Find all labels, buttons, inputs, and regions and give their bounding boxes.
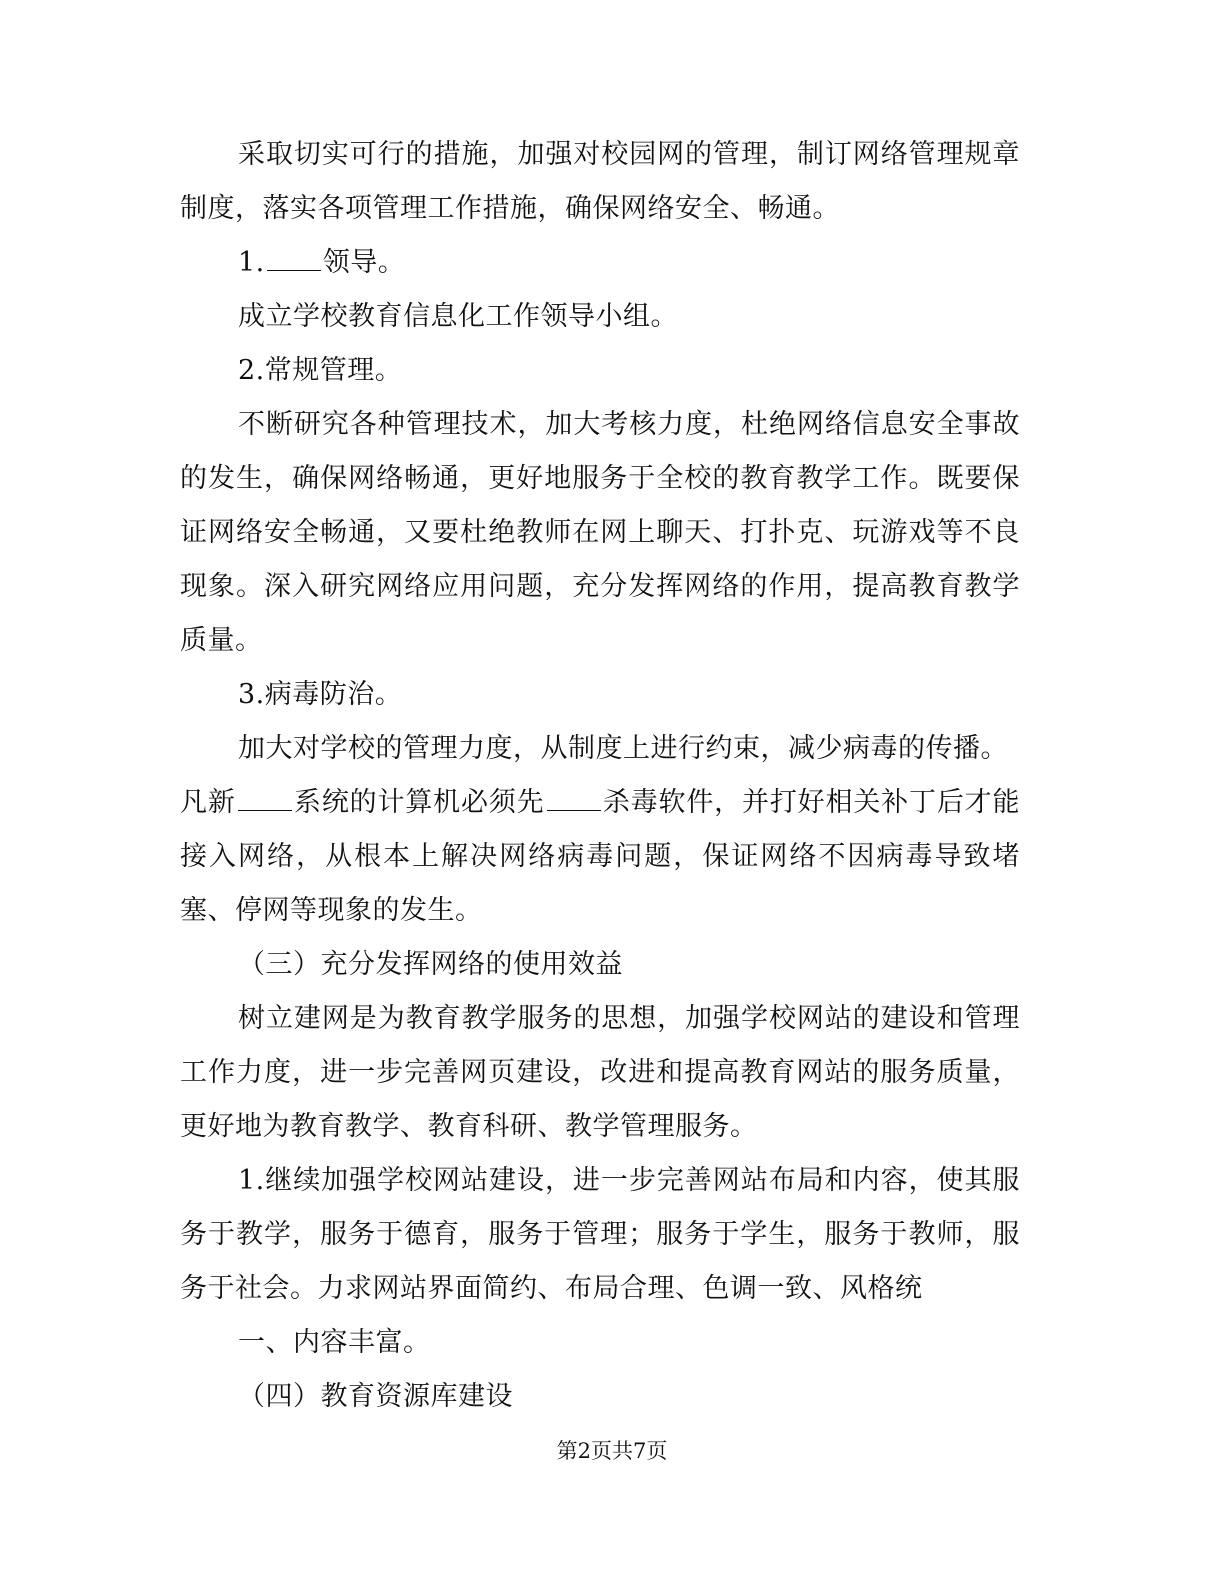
paragraph-website-service: 树立建网是为教育教学服务的思想，加强学校网站的建设和管理工作力度，进一步完善网页建设，改进和提高教育网站的服务质量，更好地为教育教学、教育科研、教学管理服务。 [180, 1003, 1020, 1142]
item-heading: 领导。 [322, 247, 406, 278]
fill-blank [547, 788, 601, 811]
section-heading-3: （三）充分发挥网络的使用效益 [238, 949, 623, 980]
paragraph-network-management-measures: 采取切实可行的措施，加强对校园网的管理，制订网络管理规章制度，落实各项管理工作措施，确保网络安全、畅通。 [180, 139, 1020, 224]
text-segment: 系统的计算机必须先 [293, 787, 545, 818]
item-1-leadership [180, 236, 1020, 290]
item-3-virus-prevention: 3.病毒防治。 [238, 679, 403, 710]
paragraph-routine-management: 不断研究各种管理技术，加大考核力度，杜绝网络信息安全事故的发生，确保网络畅通，更好地服务于全校的教育教学工作。既要保证网络安全畅通，又要杜绝教师在网上聊天、打扑克、玩游戏等不良现象。深入研究网络应用问题，充分发挥网络的作用，提高教育教学质量。 [180, 409, 1020, 656]
fill-blank [238, 788, 292, 811]
paragraph-leadership-group: 成立学校教育信息化工作领导小组。 [238, 301, 678, 332]
fill-blank [267, 248, 321, 271]
paragraph-virus-procedure [180, 776, 1020, 938]
text-segment: 凡新 [180, 787, 236, 818]
section-heading-4: （四）教育资源库建设 [238, 1381, 513, 1412]
document-body [180, 128, 1020, 1424]
item-2-routine-management: 2.常规管理。 [238, 355, 403, 386]
text-segment: 杀毒软件，并打好相关补丁后才能接入网络，从根本上解决网络病毒问题，保证网络不因病毒导致堵塞、停网等现象的发生。 [180, 787, 1021, 926]
paragraph-virus-management: 加大对学校的管理力度，从制度上进行约束，减少病毒的传播。 [238, 733, 1008, 764]
page-number-footer: 第2页共7页 [556, 1439, 668, 1463]
item-number: 1. [238, 247, 265, 278]
paragraph-rich-content: 一、内容丰富。 [238, 1327, 431, 1358]
item-1-website-construction: 1.继续加强学校网站建设，进一步完善网站布局和内容，使其服务于教学，服务于德育，服务于管理；服务于学生，服务于教师，服务于社会。力求网站界面简约、布局合理、色调一致、风格统 [180, 1165, 1020, 1304]
